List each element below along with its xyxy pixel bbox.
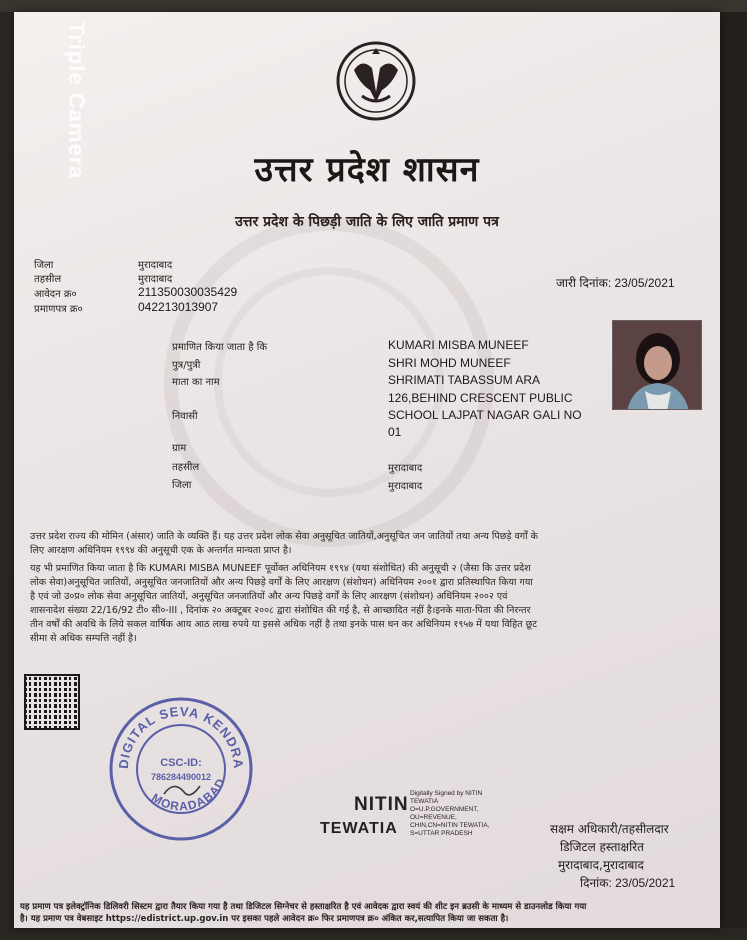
sig-line-5: CHIN,CN=NITIN TEWATIA, [410, 822, 490, 829]
district-label: जिला [34, 260, 54, 271]
stamp-top-text: DIGITAL SEVA KENDRA [115, 703, 247, 770]
details-district-value: मुरादाबाद [388, 481, 423, 492]
sig-line-2: TEWATIA [410, 798, 439, 805]
certificate-page [14, 12, 720, 928]
body-line-3: यह भी प्रमाणित किया जाता है कि KUMARI MISBA MUNEEF पूर्वोक्त अधिनियम १९९४ (यथा संशोधित) की अनुसूची २ (जैसा कि उत्तर प्रदेश [30, 563, 531, 574]
address-line-2: SCHOOL LAJPAT NAGAR GALI NO [388, 408, 582, 422]
certificate-label: प्रमाणपत्र क्र० [34, 304, 83, 315]
stamp-csc-label: CSC-ID: [160, 757, 202, 769]
address-line-1: 126,BEHIND CRESCENT PUBLIC [388, 391, 573, 405]
resident-label: निवासी [172, 411, 198, 422]
certified-label: प्रमाणित किया जाता है कि [172, 342, 268, 353]
sig-line-6: S=UTTAR PRADESH [410, 830, 473, 837]
stamp-signature-icon [164, 786, 200, 795]
digital-seva-kendra-stamp [106, 694, 256, 844]
digital-signature-details [410, 790, 514, 838]
up-government-emblem-icon [332, 40, 420, 122]
issue-date: जारी दिनांक: 23/05/2021 [556, 276, 675, 290]
details-tehsil-label: तहसील [172, 462, 200, 473]
page-title: उत्तर प्रदेश शासन [254, 150, 480, 190]
signer-last-name: TEWATIA [320, 820, 398, 837]
applicant-name: KUMARI MISBA MUNEEF [388, 338, 529, 352]
village-label: ग्राम [172, 443, 187, 454]
mother-label: माता का नाम [172, 377, 220, 388]
applicant-photo [612, 320, 702, 410]
application-label: आवेदन क्र० [34, 289, 77, 300]
applicant-portrait-icon [613, 321, 702, 410]
authority-place: मुरादाबाद,मुरादाबाद [558, 858, 644, 872]
page-subtitle: उत्तर प्रदेश के पिछड़ी जाति के लिए जाति प्रमाण पत्र [235, 214, 499, 230]
footer-line-2: है। यह प्रमाण पत्र वेबसाइट https://edistrict.up.gov.in पर इसका पहले आवेदन क्र० फिर प्रमाणपत्र क्र० अंकित कर,सत्यापित किया जा सकता है। [20, 914, 509, 924]
details-district-label: जिला [172, 480, 192, 491]
parent-label: पुत्र/पुत्री [172, 360, 201, 371]
body-line-5: है एवं जो उ०प्र० लोक सेवा अनुसूचित जातियों, अनुसूचित जनजातियों और अन्य पिछड़े वर्गों के लिए आरक्षण (संशोधन) अधिनियम २००२ एवं [30, 591, 508, 602]
body-line-4: लोक सेवा)अनुसूचित जातियों, अनुसूचित जनजातियों और अन्य पिछड़े वर्गों के लिए आरक्षण (संशोधन) अधिनियम २००१ द्वारा प्रतिस्थापित किया गया [30, 577, 533, 588]
sig-line-4: OU=REVENUE, [410, 814, 457, 821]
camera-watermark-text: Triple Camera [64, 20, 89, 180]
stamp-csc-number: 786284490012 [150, 772, 212, 782]
address-line-3: 01 [388, 425, 402, 439]
authority-digital: डिजिटल हस्ताक्षरित [560, 840, 644, 854]
qr-code-frame [24, 674, 80, 730]
background-right [720, 12, 747, 928]
application-number: 211350030035429 [138, 285, 238, 299]
stamp-bottom-text: MORADABAD [149, 775, 229, 814]
tehsil-label: तहसील [34, 274, 62, 285]
authority-title: सक्षम अधिकारी/तहसीलदार [550, 822, 669, 836]
father-name: SHRI MOHD MUNEEF [388, 356, 511, 370]
certificate-number: 042213013907 [138, 300, 219, 314]
body-line-1: उत्तर प्रदेश राज्य की मोमिन (अंसार) जाति के व्यक्ति हैं। यह उत्तर प्रदेश लोक सेवा अनुसूचित जातियों,अनुसूचित जन जातियों तथा अन्य पिछड़े वर्गों के [30, 531, 538, 542]
footer-line-1: यह प्रमाण पत्र इलेक्ट्रॉनिक डिलिवरी सिस्टम द्वारा तैयार किया गया है तथा डिजिटल सिग्नेचर से हस्ताक्षरित है एवं आवेदक द्वारा स्वयं की शीट इन ब्रउसी के माध्यम से डाउनलोड किया गया [20, 902, 587, 912]
mother-name: SHRIMATI TABASSUM ARA [388, 373, 541, 387]
camera-watermark [58, 0, 94, 200]
sig-line-3: O=U.P.GOVERNMENT, [410, 806, 479, 813]
body-line-8: सीमा से अधिक सम्पत्ति नहीं है। [30, 633, 137, 644]
body-line-6: शासनादेश संख्या 22/16/92 टी० सी०-III , दिनांक २० अक्टूबर २००८ द्वारा संशोधित की गई है, से आच्छादित नहीं है।इनके माता-पिता की निरन्तर [30, 605, 531, 616]
authority-date: दिनांक: 23/05/2021 [580, 876, 676, 890]
district-value: मुरादाबाद [138, 260, 173, 271]
details-tehsil-value: मुरादाबाद [388, 463, 423, 474]
signer-first-name: NITIN [354, 794, 409, 815]
sig-line-1: Digitally Signed by NITIN [410, 790, 483, 797]
background-top [0, 0, 747, 12]
body-line-7: तीन वर्षों की अवधि के लिये सकल वार्षिक आय आठ लाख रुपये या इससे अधिक नहीं है तथा इनके पास धन कर अधिनियम १९५७ में यथा विहित छूट [30, 619, 538, 630]
body-line-2: लिए आरक्षण अधिनियम १९९४ की अनुसूची एक के अन्तर्गत मान्यता प्राप्त है। [30, 545, 292, 556]
tehsil-value: मुरादाबाद [138, 274, 173, 285]
